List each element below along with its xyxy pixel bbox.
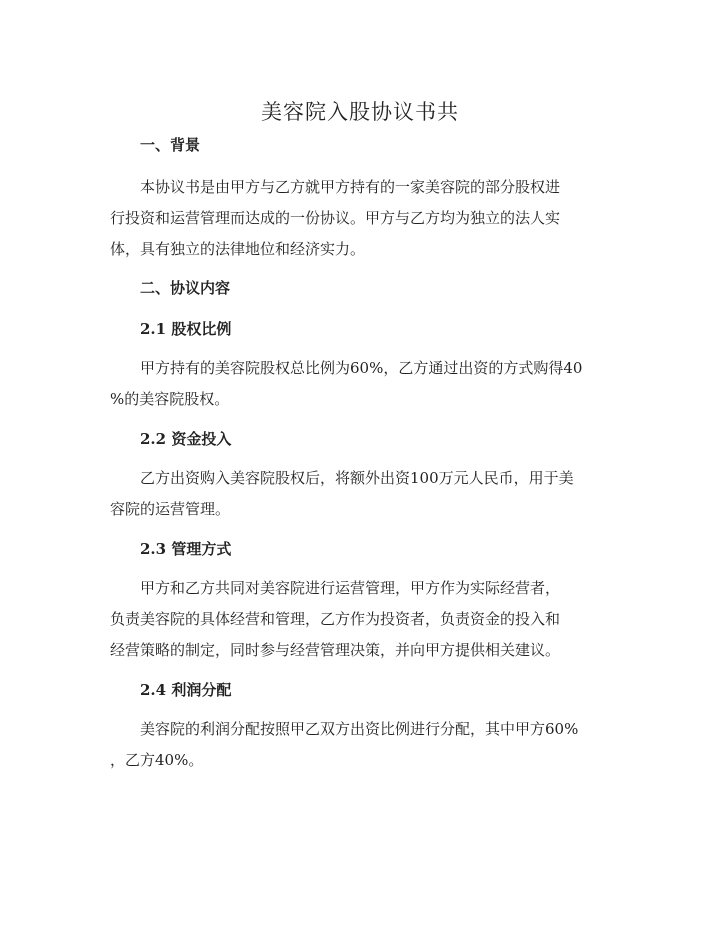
paragraph-line: %的美容院股权。 <box>110 390 230 408</box>
paragraph-line: 乙方出资购入美容院股权后，将额外出资100万元人民币，用于美 <box>140 469 574 487</box>
paragraph-line: 容院的运营管理。 <box>110 500 231 518</box>
subsection-heading-investment: 2.2 资金投入 <box>140 430 232 448</box>
paragraph-line: 甲方持有的美容院股权总比例为60%，乙方通过出资的方式购得40 <box>140 359 583 377</box>
paragraph-line: ，乙方40%。 <box>110 751 204 769</box>
paragraph-line: 行投资和运营管理而达成的一份协议。甲方与乙方均为独立的法人实 <box>110 209 561 227</box>
paragraph-line: 体，具有独立的法律地位和经济实力。 <box>110 240 366 258</box>
paragraph-line: 本协议书是由甲方与乙方就甲方持有的一家美容院的部分股权进 <box>140 178 561 196</box>
paragraph-line: 甲方和乙方共同对美容院进行运营管理，甲方作为实际经营者， <box>140 579 561 597</box>
paragraph-line: 负责美容院的具体经营和管理，乙方作为投资者，负责资金的投入和 <box>110 610 561 628</box>
subsection-heading-profit: 2.4 利润分配 <box>140 681 232 699</box>
subsection-heading-equity: 2.1 股权比例 <box>140 320 232 338</box>
subsection-heading-management: 2.3 管理方式 <box>140 540 232 558</box>
paragraph-line: 美容院的利润分配按照甲乙双方出资比例进行分配，其中甲方60% <box>140 720 579 738</box>
section-heading-agreement: 二、协议内容 <box>140 279 231 297</box>
section-heading-background: 一、背景 <box>140 136 201 154</box>
document-title: 美容院入股协议书共 <box>261 100 459 124</box>
paragraph-line: 经营策略的制定，同时参与经营管理决策，并向甲方提供相关建议。 <box>110 641 561 659</box>
